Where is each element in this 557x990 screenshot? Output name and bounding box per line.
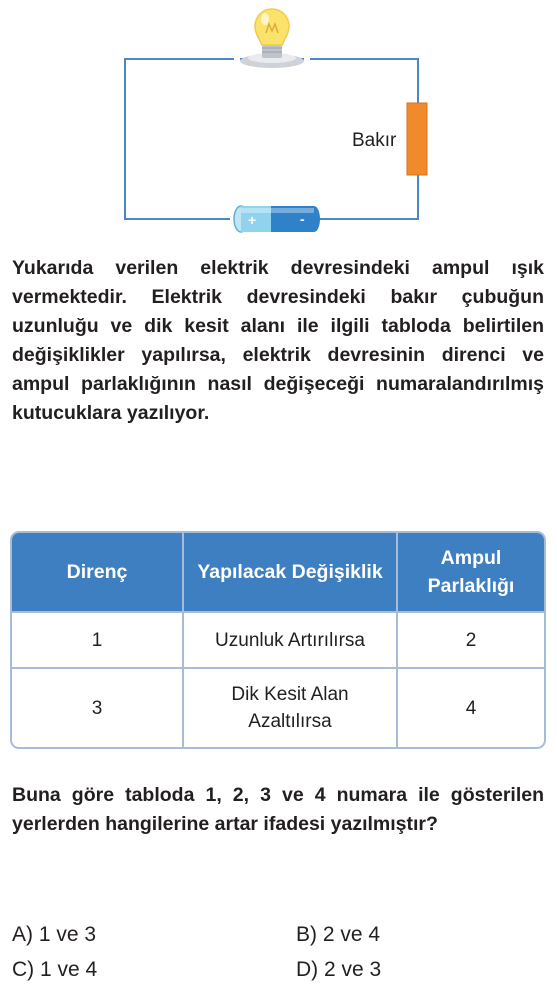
option-text: 2 ve 4 xyxy=(322,923,381,946)
option-c[interactable] xyxy=(12,957,97,983)
battery-icon xyxy=(230,206,320,232)
option-text: 2 ve 3 xyxy=(324,958,382,981)
option-text: 1 ve 3 xyxy=(38,923,97,946)
option-text: 1 ve 4 xyxy=(40,958,98,981)
copper-label: Bakır xyxy=(352,130,397,151)
intro-paragraph: Yukarıda verilen elektrik devresindeki ampul ışık vermektedir. Elektrik devresindeki bakır çubuğun uzunluğu ve dik kesit alanı ile ilgili tabloda belirtilen değişiklikler yapılırsa, elektrik devresinin direnci ve ampul parlaklığının nasıl değişeceği numaralandırılmış kutucuklara yazılıyor. xyxy=(12,257,544,424)
copper-rod-icon xyxy=(407,103,427,175)
option-letter: B) xyxy=(296,923,317,946)
option-b[interactable] xyxy=(296,922,380,948)
cell-box-4: 4 xyxy=(398,667,544,747)
option-letter: A) xyxy=(12,923,33,946)
table-row xyxy=(12,611,544,667)
option-letter: D) xyxy=(296,958,319,981)
option-letter: C) xyxy=(12,958,35,981)
cell-box-1: 1 xyxy=(12,611,184,667)
cell-change-length: Uzunluk Artırılırsa xyxy=(184,611,398,667)
changes-table xyxy=(10,531,546,749)
table-header-row xyxy=(12,533,544,611)
header-resistance: Direnç xyxy=(12,533,184,611)
header-brightness: Ampul Parlaklığı xyxy=(398,533,544,611)
option-d[interactable] xyxy=(296,957,381,983)
cell-box-3: 3 xyxy=(12,667,184,747)
battery-plus-sign: + xyxy=(248,212,257,228)
question-paragraph: Buna göre tabloda 1, 2, 3 ve 4 numara ile gösterilen yerlerden hangilerine artar ifadesi yazılmıştır? xyxy=(12,784,544,835)
battery-minus-sign: - xyxy=(300,211,305,227)
cell-change-area: Dik Kesit Alan Azaltılırsa xyxy=(184,667,398,747)
light-bulb-icon xyxy=(234,9,310,68)
circuit-diagram xyxy=(0,0,557,240)
header-change: Yapılacak Değişiklik xyxy=(184,533,398,611)
cell-box-2: 2 xyxy=(398,611,544,667)
option-a[interactable] xyxy=(12,922,96,948)
table-row xyxy=(12,667,544,747)
